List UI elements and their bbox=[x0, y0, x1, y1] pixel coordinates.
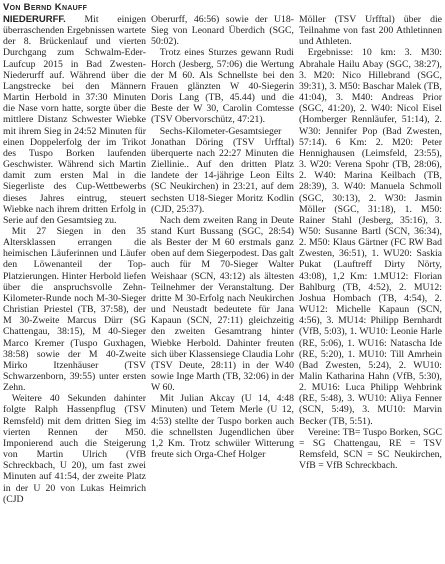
paragraph: Weitere 40 Sekunden dahinter folgte Ralph Hassenpflug (TSV Remsfeld) mit dem dritten Sieg im vierten Rennen der M50. Imponierend auch die Steigerung von Martin Ulrich (VfB Schreckbach, U 20), um fast zwei Minuten auf 41:54, der zweite Platz in der U 20 von Lukas Heimrich (CJD bbox=[3, 393, 146, 505]
column-3 bbox=[299, 14, 442, 505]
column-2 bbox=[151, 14, 294, 505]
results-paragraph: Ergebnisse: 10 km: 3. M30: Abrahale Hailu Abay (SGC, 38:27), 3. M20: Nico Hillebrand (SGC, 39:31), 3. M50: Baschar Malek (TB, 41:04), 3. M40: Andreas Prior (SGC, 41:20), 2. W40: Nicol Eisel (Homberger Rennläufer, 51:14), 2. W30: Jennifer Pop (Bad Zwesten, 57:14). 6 Km: 2. M20: Peter Hennighausen (Leimsfeld, 23:55), 3. W20: Verena Spohr (TB, 28:06), 2. W40: Marina Keilbach (TB, 28:39), 3. W40: Manuela Schmoll (SGC, 30:13), 2. W30: Jasmin Möller (SGC, 31:18), 1. M50: Rainer Stahl (Jesberg, 35:16), 3. W50: Susanne Bartl (SCN, 36:34), 2. M50: Klaus Gärtner (FC RW Bad Zwesten, 36:51), 1. WU20: Saskia Pukat (Lauftreff Dirty Nörty, 43:08), 1,2 Km: 1.MU12: Florian Bahlburg (TB, 4:52), 2. MU12: Joshua Hombach (TB, 4:54), 2. WU12: Michelle Kapaun (SCN, 4:56), 3. MU14: Philipp Bernhardt (VfB, 5:03), 1. WU10: Leonie Harle (RE, 5:06), 1. WU16: Natascha Ide (RE, 5:20), 1. MU10: Till Amrhein (Bad Zwesten, 5:24), 2. WU10: Malin Katharina Hahn (VfB, 5:30), 2. MU16: Luca Philipp Wehbrink (RE, 5:48), 3. WU10: Aliya Fenner (SCN, 5:49), 3. MU10: Marvin Becker (TB, 5:51). bbox=[299, 47, 442, 427]
paragraph-text: Mit einigen überraschenden Ergebnissen wartete der 8. Brückenlauf und vierten Durchgang zum Schwalm-Eder-Laufcup 2015 in Bad Zwesten-Niederurff auf. Während über die Langstrecke bei den Männern Martin Herbold in 37:30 Minuten die Nase vorn hatte, sorgte über die mittlere Distanz Schwester Wiebke mit ihrem Sieg in 24:52 Minuten für einen Doppelerfolg der im Trikot des Tuspo Borken laufenden Geschwister. Während sich Martin damit zum ersten Mal in die Siegerliste des Cup-Wettbewerbs dieses Jahres eintrug, steuert Wiebke nach ihrem dritten Erfolg in Serie auf den Gesamtsieg zu. bbox=[3, 14, 146, 226]
clubs-legend: Vereine: TB= Tuspo Borken, SGC = SG Chattengau, RE = TSV Remsfeld, SCN = SC Neukirchen, VfB = VfB Schreckbach. bbox=[299, 426, 442, 472]
author-byline: Von Bernd Knauff bbox=[3, 2, 88, 13]
article-columns bbox=[3, 14, 442, 505]
paragraph bbox=[3, 14, 146, 226]
paragraph: Mit 27 Siegen in den 35 Altersklassen errangen die heimischen Läuferinnen und Läufer den Löwenanteil der Top-Platzierungen. Hinter Herbold liefen über die anspruchsvolle Zehn-Kilometer-Runde noch M-30-Sieger Christian Priestel (TB, 37:58), der M 30-Zweite Marcus Dürr (SG Chattengau, 38:15), M 40-Sieger Marco Kremer (Tuspo Guxhagen, 38:58) sowie der M 40-Zweite Mirko Itzenhäuser (TSV Schwarzenborn, 39:55) unter ersten Zehn. bbox=[3, 225, 146, 394]
dateline: NIEDERURFF. bbox=[3, 14, 66, 25]
paragraph: Trotz eines Sturzes gewann Rudi Horch (Jesberg, 57:06) die Wertung der M 60. Als Schnellste bei den Frauen glänzten W 40-Siegerin Doris Lang (TB, 45.44) und die Beste der W 30, Carolin Comtesse (TSV Obervorschütz, 47:21). bbox=[151, 47, 294, 126]
column-1 bbox=[3, 14, 146, 505]
paragraph: Mit Julian Akcay (U 14, 4:48 Minuten) und Tetem Merle (U 12, 4:53) stellte der Tuspo borken auch die schnellsten Jugendlichen über 1,2 Km. Trotz schwüler Witterung freute sich Orga-Chef Holger bbox=[151, 393, 294, 461]
paragraph: Oberurff, 46:56) sowie der U18-Sieg von Leonard Überdich (SGC, 50:02). bbox=[151, 14, 294, 48]
paragraph: Nach dem zweiten Rang in Deute stand Kurt Bussang (SGC, 28:54) als Bester der M 60 erstmals ganz oben auf dem Siegerpodest. Das galt auch für M 70-Sieger Walter Weishaar (SCN, 43:12) als ältesten Teilnehmer der Veranstaltung. Der dritte M 30-Erfolg nach Neukirchen und Neustadt bedeutete für Jana Kapaun (SCN, 27:11) gleichzeitig den zweiten Gesamtrang hinter Wiebke Herbold. Dahinter freuten sich über Klassensiege Claudia Lohr (TSV Deute, 28:11) in der W40 sowie Inge Marth (TB, 32:06) in der W 60. bbox=[151, 214, 294, 394]
paragraph: Sechs-Kilometer-Gesamtsieger Jonathan Döring (TSV Urfftal) überquerte nach 22:27 Minuten die Ziellinie.. Auf den dritten Platz landete der 14-jährige Leon Eilts (SC Neukirchen) in 23:21, auf dem sechsten U18-Sieger Moritz Kodlin (CJD, 25:37). bbox=[151, 125, 294, 215]
paragraph: Möller (TSV Urfftal) über die Teilnahme von fast 200 Athletinnen und Athleten. bbox=[299, 14, 442, 48]
